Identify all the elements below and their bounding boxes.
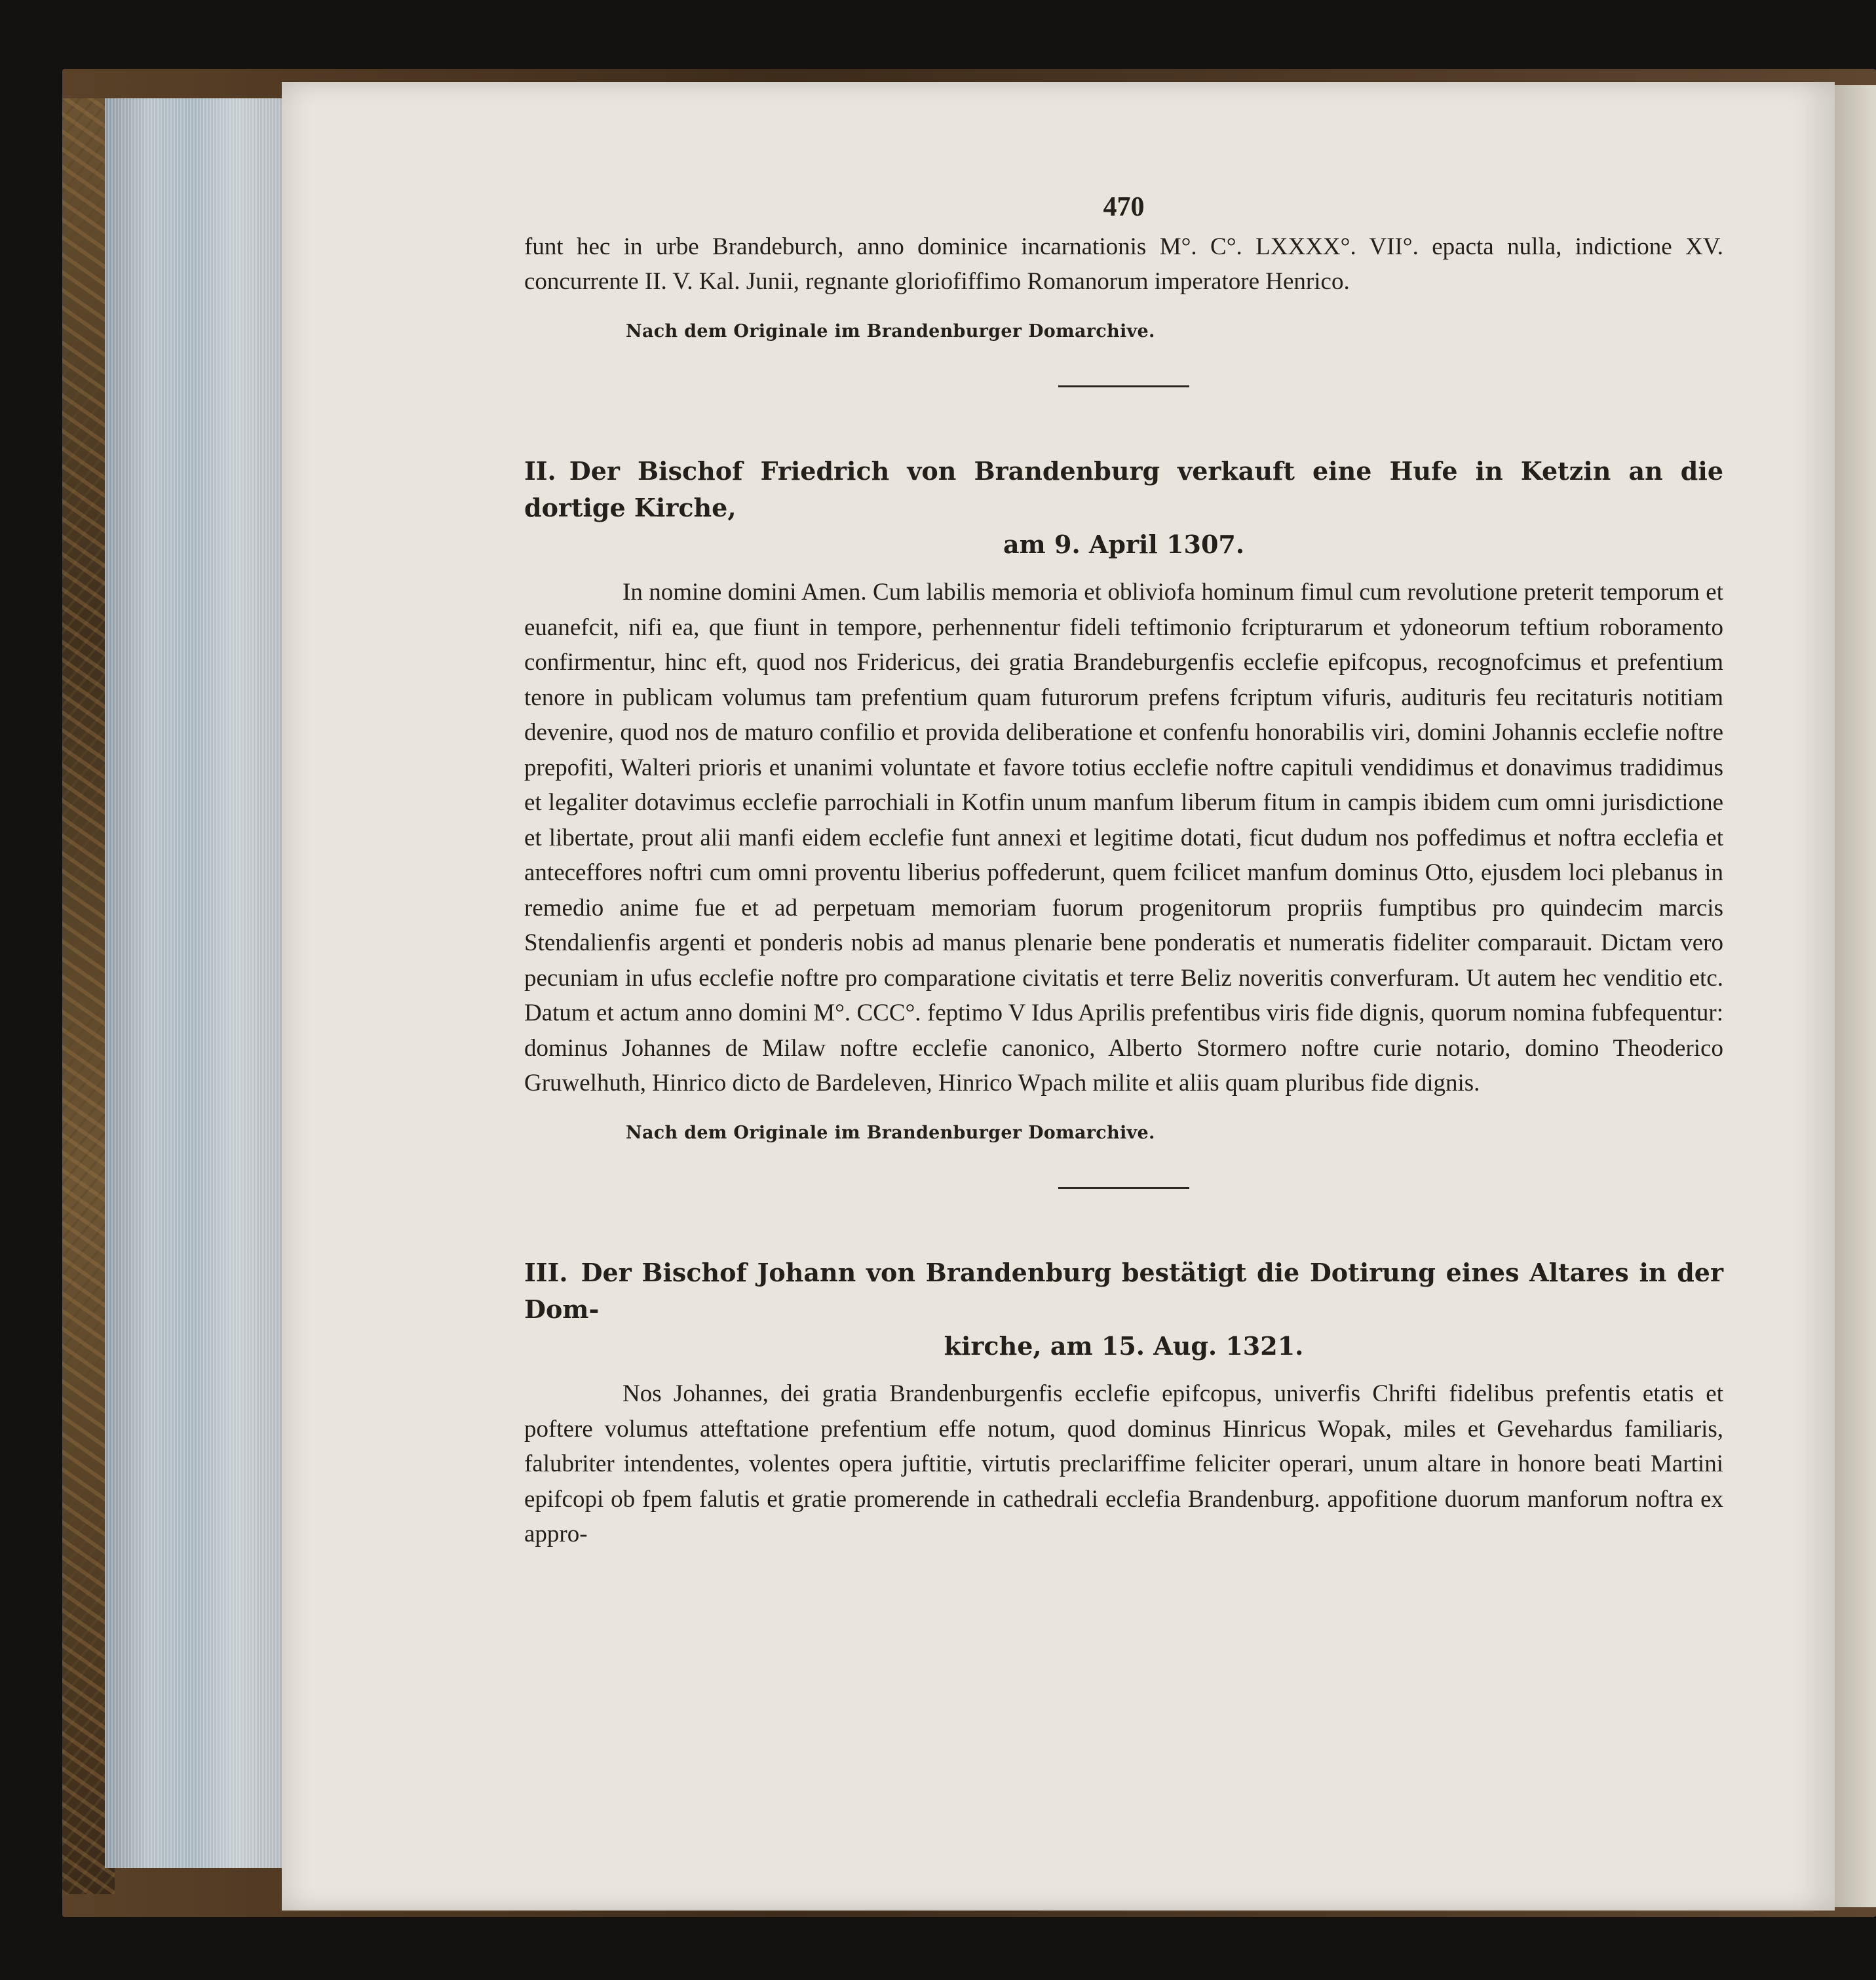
source-note: Nach dem Originale im Brandenburger Domarchive.	[626, 1122, 1155, 1143]
page-number: 470	[1103, 192, 1145, 222]
page-text	[524, 190, 1723, 1552]
section-heading	[524, 453, 1723, 563]
page-edges	[105, 98, 282, 1868]
section-paragraph: In nomine domini Amen. Cum labilis memoria et obliviofa hominum fimul cum revolutione preterit temporum et euanefcit, nifi ea, que fiunt in tempore, perhennentur fideli teftimonio fcripturarum et ydoneorum teftium roboramento confirmentur, hinc eft, quod nos Fridericus, dei gratia Brandeburgenfis ecclefie epifcopus, recognofcimus et prefentium tenore in publicam volumus tam prefentium quam futurorum prefens fcriptum vifuris, audituris feu recitaturis notitiam devenire, quod nos de maturo confilio et provida deliberatione et confenfu honorabilis viri, domini Johannis ecclefie noftre prepofiti, Walteri prioris et unanimi voluntate et favore totius ecclefie noftre capituli vendidimus et donavimus tradidimus et legaliter dotavimus ecclefie parrochiali in Kotfin unum manfum liberum fitum in campis ibidem cum omni jurisdictione et libertate, prout alii manfi eidem ecclefie funt annexi et legitime dotati, ficut dudum nos poffedimus et noftra ecclefia et anteceffores noftri cum omni proventu liberius poffederunt, quem fcilicet manfum dominus Otto, ejusdem loci plebanus in remedio anime fue et ad perpetuam memoriam fuorum progenitorum propriis fumptibus pro quindecim marcis Stendalienfis argenti et ponderis nobis ad manus plenarie bene ponderatis et numeratis fideliter comparauit. Dictam vero pecuniam in ufus ecclefie noftre pro comparatione civitatis et terre Beliz noveritis converfuram. Ut autem hec venditio etc. Datum et actum anno domini M°. CCC°. feptimo V Idus Aprilis prefentibus viris fide dignis, quorum nomina fubfequentur: dominus Johannes de Milaw noftre ecclefie canonico, Alberto Stormero noftre curie notario, domino Theoderico Gruwelhuth, Hinrico dicto de Bardeleven, Hinrico Wpach milite et aliis quam pluribus fide dignis.	[524, 579, 1723, 1097]
heading-line-2: am 9. April 1307.	[1003, 530, 1245, 559]
section-paragraph: Nos Johannes, dei gratia Brandenburgenfis ecclefie epifcopus, univerfis Chrifti fidelibus prefentis etatis et poftere volumus atteftatione prefentium effe notum, quod dominus Hinricus Wopak, miles et Gevehardus familiaris, falubriter intendentes, volentes opera juftitie, virtutis preclariffime feliciter operari, unum altare in honore beati Martini epifcopi ob fpem falutis et gratie promerende in cathedrali ecclefia Brandenburg. appofitione duorum manforum noftra ex appro-	[524, 1380, 1723, 1547]
section-divider	[1058, 1187, 1189, 1189]
source-note: Nach dem Originale im Brandenburger Domarchive.	[626, 320, 1155, 341]
heading-line-1: Der Bischof Johann von Brandenburg bestätigt die Dotirung eines Altares in der Dom-	[524, 1258, 1723, 1324]
heading-line-1: Der Bischof Friedrich von Brandenburg verkauft eine Hufe in Ketzin an die dortige Kirche,	[524, 456, 1723, 522]
facing-page-edge	[1835, 85, 1876, 1907]
section-number: II.	[524, 456, 556, 486]
heading-line-2: kirche, am 15. Aug. 1321.	[944, 1331, 1304, 1361]
section-number: III.	[524, 1258, 568, 1287]
intro-paragraph: funt hec in urbe Brandeburch, anno dominice incarnationis M°. C°. LXXXX°. VII°. epacta nulla, indictione XV. concurrente II. V. Kal. Junii, regnante gloriofiffimo Romanorum imperatore Henrico.	[524, 233, 1723, 295]
section-divider	[1058, 385, 1189, 387]
section-heading	[524, 1254, 1723, 1365]
